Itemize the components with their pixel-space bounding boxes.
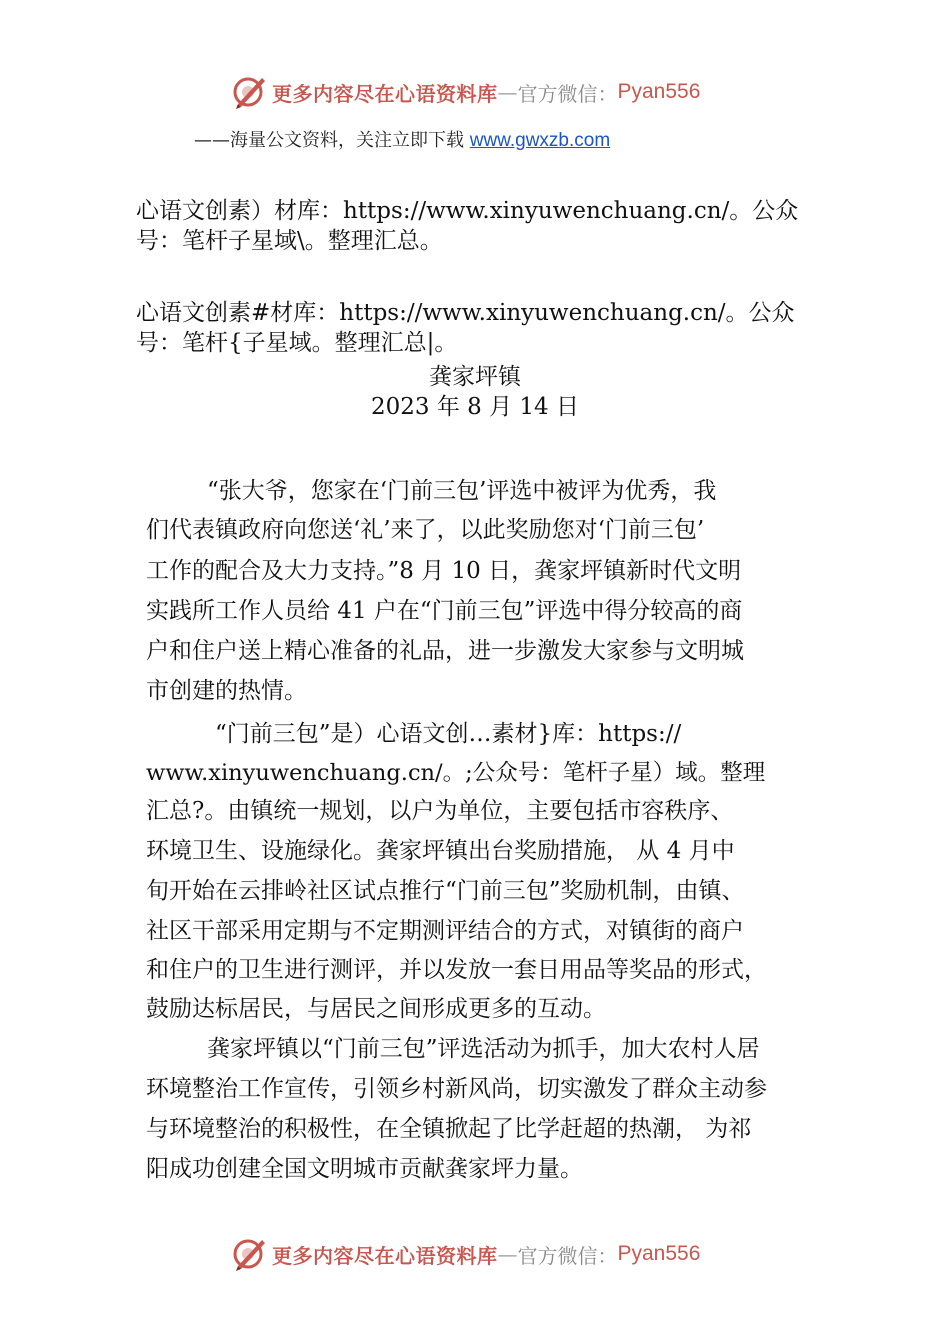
banner-separator: — <box>497 80 518 104</box>
footer-banner <box>0 1232 950 1276</box>
header-banner <box>0 70 950 114</box>
byline-date: 2023 年 8 月 14 日 <box>371 394 579 420</box>
p2-line: 旬开始在云排岭社区试点推行“门前三包”奖励机制，由镇、 <box>146 878 745 904</box>
byline-place: 龚家坪镇 <box>429 364 521 390</box>
pen-logo-icon <box>232 74 268 110</box>
p1-line: “张大爷，您家在‘门前三包’评选中被评为优秀，我 <box>207 478 717 504</box>
p2-line: 环境卫生、设施绿化。龚家坪镇出台奖励措施， 从 4 月中 <box>146 838 735 864</box>
pen-logo-icon <box>232 1236 268 1272</box>
p1-line: 工作的配合及大力支持。”8 月 10 日，龚家坪镇新时代文明 <box>146 558 742 584</box>
p1-line: 户和住户送上精心准备的礼品，进一步激发大家参与文明城 <box>146 638 744 664</box>
watermark-1-line-2: 号：笔杆子星域\。整理汇总。 <box>136 228 443 254</box>
watermark-1-line-1: 心语文创素）材库：https://www.xinyuwenchuang.cn/。公众 <box>136 198 799 224</box>
p3-line: 阳成功创建全国文明城市贡献龚家坪力量。 <box>146 1156 583 1182</box>
p1-line: 市创建的热情。 <box>146 678 307 704</box>
p2-line: www.xinyuwenchuang.cn/。;公众号：笔杆子星）域。整理 <box>146 760 766 786</box>
banner-wechat-id: Pyan556 <box>617 1242 701 1265</box>
p2-line: 汇总?。由镇统一规划，以户为单位，主要包括市容秩序、 <box>146 798 734 824</box>
p2-line: 鼓励达标居民，与居民之间形成更多的互动。 <box>146 996 606 1022</box>
p2-line: 社区干部采用定期与不定期测评结合的方式，对镇街的商户 <box>146 918 744 944</box>
p2-line: “门前三包”是）心语文创…素材}库：https:// <box>215 721 682 747</box>
p1-line: 实践所工作人员给 41 户在“门前三包”评选中得分较高的商 <box>146 598 743 624</box>
banner-wechat-id: Pyan556 <box>617 80 701 103</box>
banner-separator: — <box>497 1242 518 1266</box>
p2-line: 和住户的卫生进行测评，并以发放一套日用品等奖品的形式， <box>146 957 767 983</box>
p3-line: 龚家坪镇以“门前三包”评选活动为抓手，加大农村人居 <box>207 1036 760 1062</box>
banner-title: 更多内容尽在心语资料库 <box>272 81 498 106</box>
p3-line: 环境整治工作宣传，引领乡村新风尚，切实激发了群众主动参 <box>146 1076 767 1102</box>
banner-title: 更多内容尽在心语资料库 <box>272 1243 498 1268</box>
p1-line: 们代表镇政府向您送‘礼’来了，以此奖励您对‘门前三包’ <box>146 517 705 543</box>
site-link[interactable]: www.gwxzb.com <box>469 130 611 151</box>
watermark-2-line-2: 号：笔杆{子星域。整理汇总|。 <box>136 330 458 356</box>
download-subline <box>194 126 610 154</box>
watermark-2-line-1: 心语文创素#材库：https://www.xinyuwenchuang.cn/。公众 <box>136 300 795 326</box>
subline-text: ——海量公文资料，关注立即下载 <box>194 130 470 151</box>
p3-line: 与环境整治的积极性，在全镇掀起了比学赶超的热潮， 为祁 <box>146 1116 752 1142</box>
banner-wechat-label: 官方微信： <box>517 1243 618 1268</box>
banner-wechat-label: 官方微信： <box>517 81 618 106</box>
